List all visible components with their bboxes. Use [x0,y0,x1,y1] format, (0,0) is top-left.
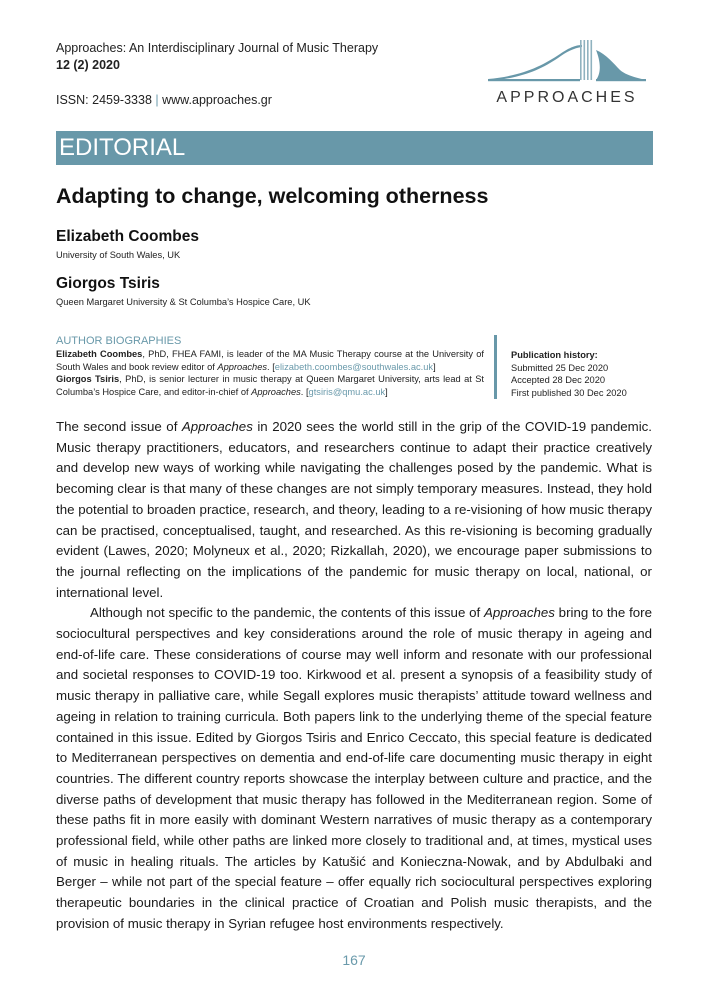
biographies-row [56,335,652,399]
approaches-logo [482,36,652,114]
bio-text: , PhD, is senior lecturer in music therapy at Queen Margaret University, arts lead at St Columba’s Hospice Care, and editor-in-chief of [56,374,484,397]
publication-history [497,335,627,399]
page-number: 167 [342,951,366,968]
author-name: Giorgos Tsiris [56,275,160,292]
author [56,227,652,262]
separator: | [155,93,159,107]
journal-title: Approaches: An Interdisciplinary Journal of Music Therapy [56,41,379,55]
email-link[interactable]: elizabeth.coombes@southwales.ac.uk [274,361,434,372]
submitted-date: Submitted 25 Dec 2020 [511,362,609,373]
journal-header [56,40,378,109]
text: Although not specific to the pandemic, the contents of this issue of [90,605,484,621]
article-body [56,417,652,935]
bio-name: Elizabeth Coombes [56,349,143,359]
biographies [56,348,484,398]
journal-issn-line [56,92,378,109]
logo-wave-icon [482,36,652,86]
section-banner [56,131,653,165]
article-title: Adapting to change, welcoming otherness [56,184,489,208]
journal-name: Approaches [181,419,253,434]
text: The second issue of [56,419,182,434]
issn: ISSN: 2459-3338 [56,93,152,107]
bio-journal: Approaches [217,361,268,372]
text: bring to the fore sociocultural perspectives and key considerations around the role of music therapy in ageing and end-of-life care. These considerations of course may well inform and resonate with our professional and societal responses to COVID-19 too. Kirkwood et al. present a synopsis of a feasibility study of music therapy in palliative care, while Segall explores music therapists’ attitude toward wellness and ageing in relation to training curricula. Both papers link to the underlying theme of the special feature contained in this issue. Edited by Giorgos Tsiris and Enrico Ceccato, this special feature is dedicated to Mediterranean perspectives on dementia and end-of-life care documenting music therapy in eight countries. The different country reports showcase the interplay between culture and practice, and the diverse paths of development that music therapy has followed in the Mediterranean region. Some of these paths fit in more easily with dominant Western narratives of music therapy as a contemporary professional field, while other paths are linked more closely to traditional and, at times, mystical uses of music in healing rituals. The articles by Katušić and Konieczna-Nowak, and by Abdulbaki and Berger – while not part of the special feature – offer equally rich sociocultural perspectives exploring therapeutic boundaries in the clinical practice of Croatian and Polish music therapists, and the provision of music therapy in Syrian refugee host environments respectively. [56,605,652,931]
publication-history-heading: Publication history: [511,350,598,360]
author-affiliation: University of South Wales, UK [56,250,181,260]
bio-name: Giorgos Tsiris [56,374,120,384]
website-link[interactable]: www.approaches.gr [162,93,272,107]
bio-text: ] [385,386,388,397]
biographies-heading: AUTHOR BIOGRAPHIES [56,335,182,347]
page-header [56,40,652,128]
bio-text: . [ [300,386,309,397]
biography-entry [56,373,484,398]
biographies-column [56,335,484,399]
accepted-date: Accepted 28 Dec 2020 [511,375,606,385]
bio-text: . [ [267,361,275,372]
section-label: EDITORIAL [59,134,186,161]
paragraph [56,603,652,934]
bio-text: ] [433,361,436,372]
author [56,274,652,309]
published-date: First published 30 Dec 2020 [511,387,627,398]
text: in 2020 sees the world still in the grip of the COVID-19 pandemic. Music therapy practitioners, educators, and researchers continue to adapt their practice creatively and develop new ways of working while navigating the challenges posed by the pandemic. What is becoming clear is that many of these changes are not simply temporary measures. Instead, they hold the potential to broaden practice, research, and theory, leading to a re-visioning of how music therapy can be practised, conceptualised, taught, and researched. As this re-visioning is becoming gradually evident (Lawes, 2020; Molyneux et al., 2020; Rizkallah, 2020), we encourage paper submissions to the journal reflecting on the implications of the pandemic for music therapy on local, national, or international level. [56,419,652,600]
logo-text: APPROACHES [496,89,638,106]
biography-entry [56,348,484,373]
journal-volume: 12 (2) 2020 [56,58,120,72]
paragraph [56,417,652,603]
bio-text: , PhD, FHEA FAMI, is leader of the MA Music Therapy course at the University of South Wales and book review editor of [56,349,484,372]
bio-journal: Approaches [251,386,301,397]
email-link[interactable]: gtsiris@qmu.ac.uk [308,386,386,397]
author-affiliation: Queen Margaret University & St Columba’s Hospice Care, UK [56,297,311,307]
author-name: Elizabeth Coombes [56,228,199,245]
journal-name: Approaches [483,605,555,621]
